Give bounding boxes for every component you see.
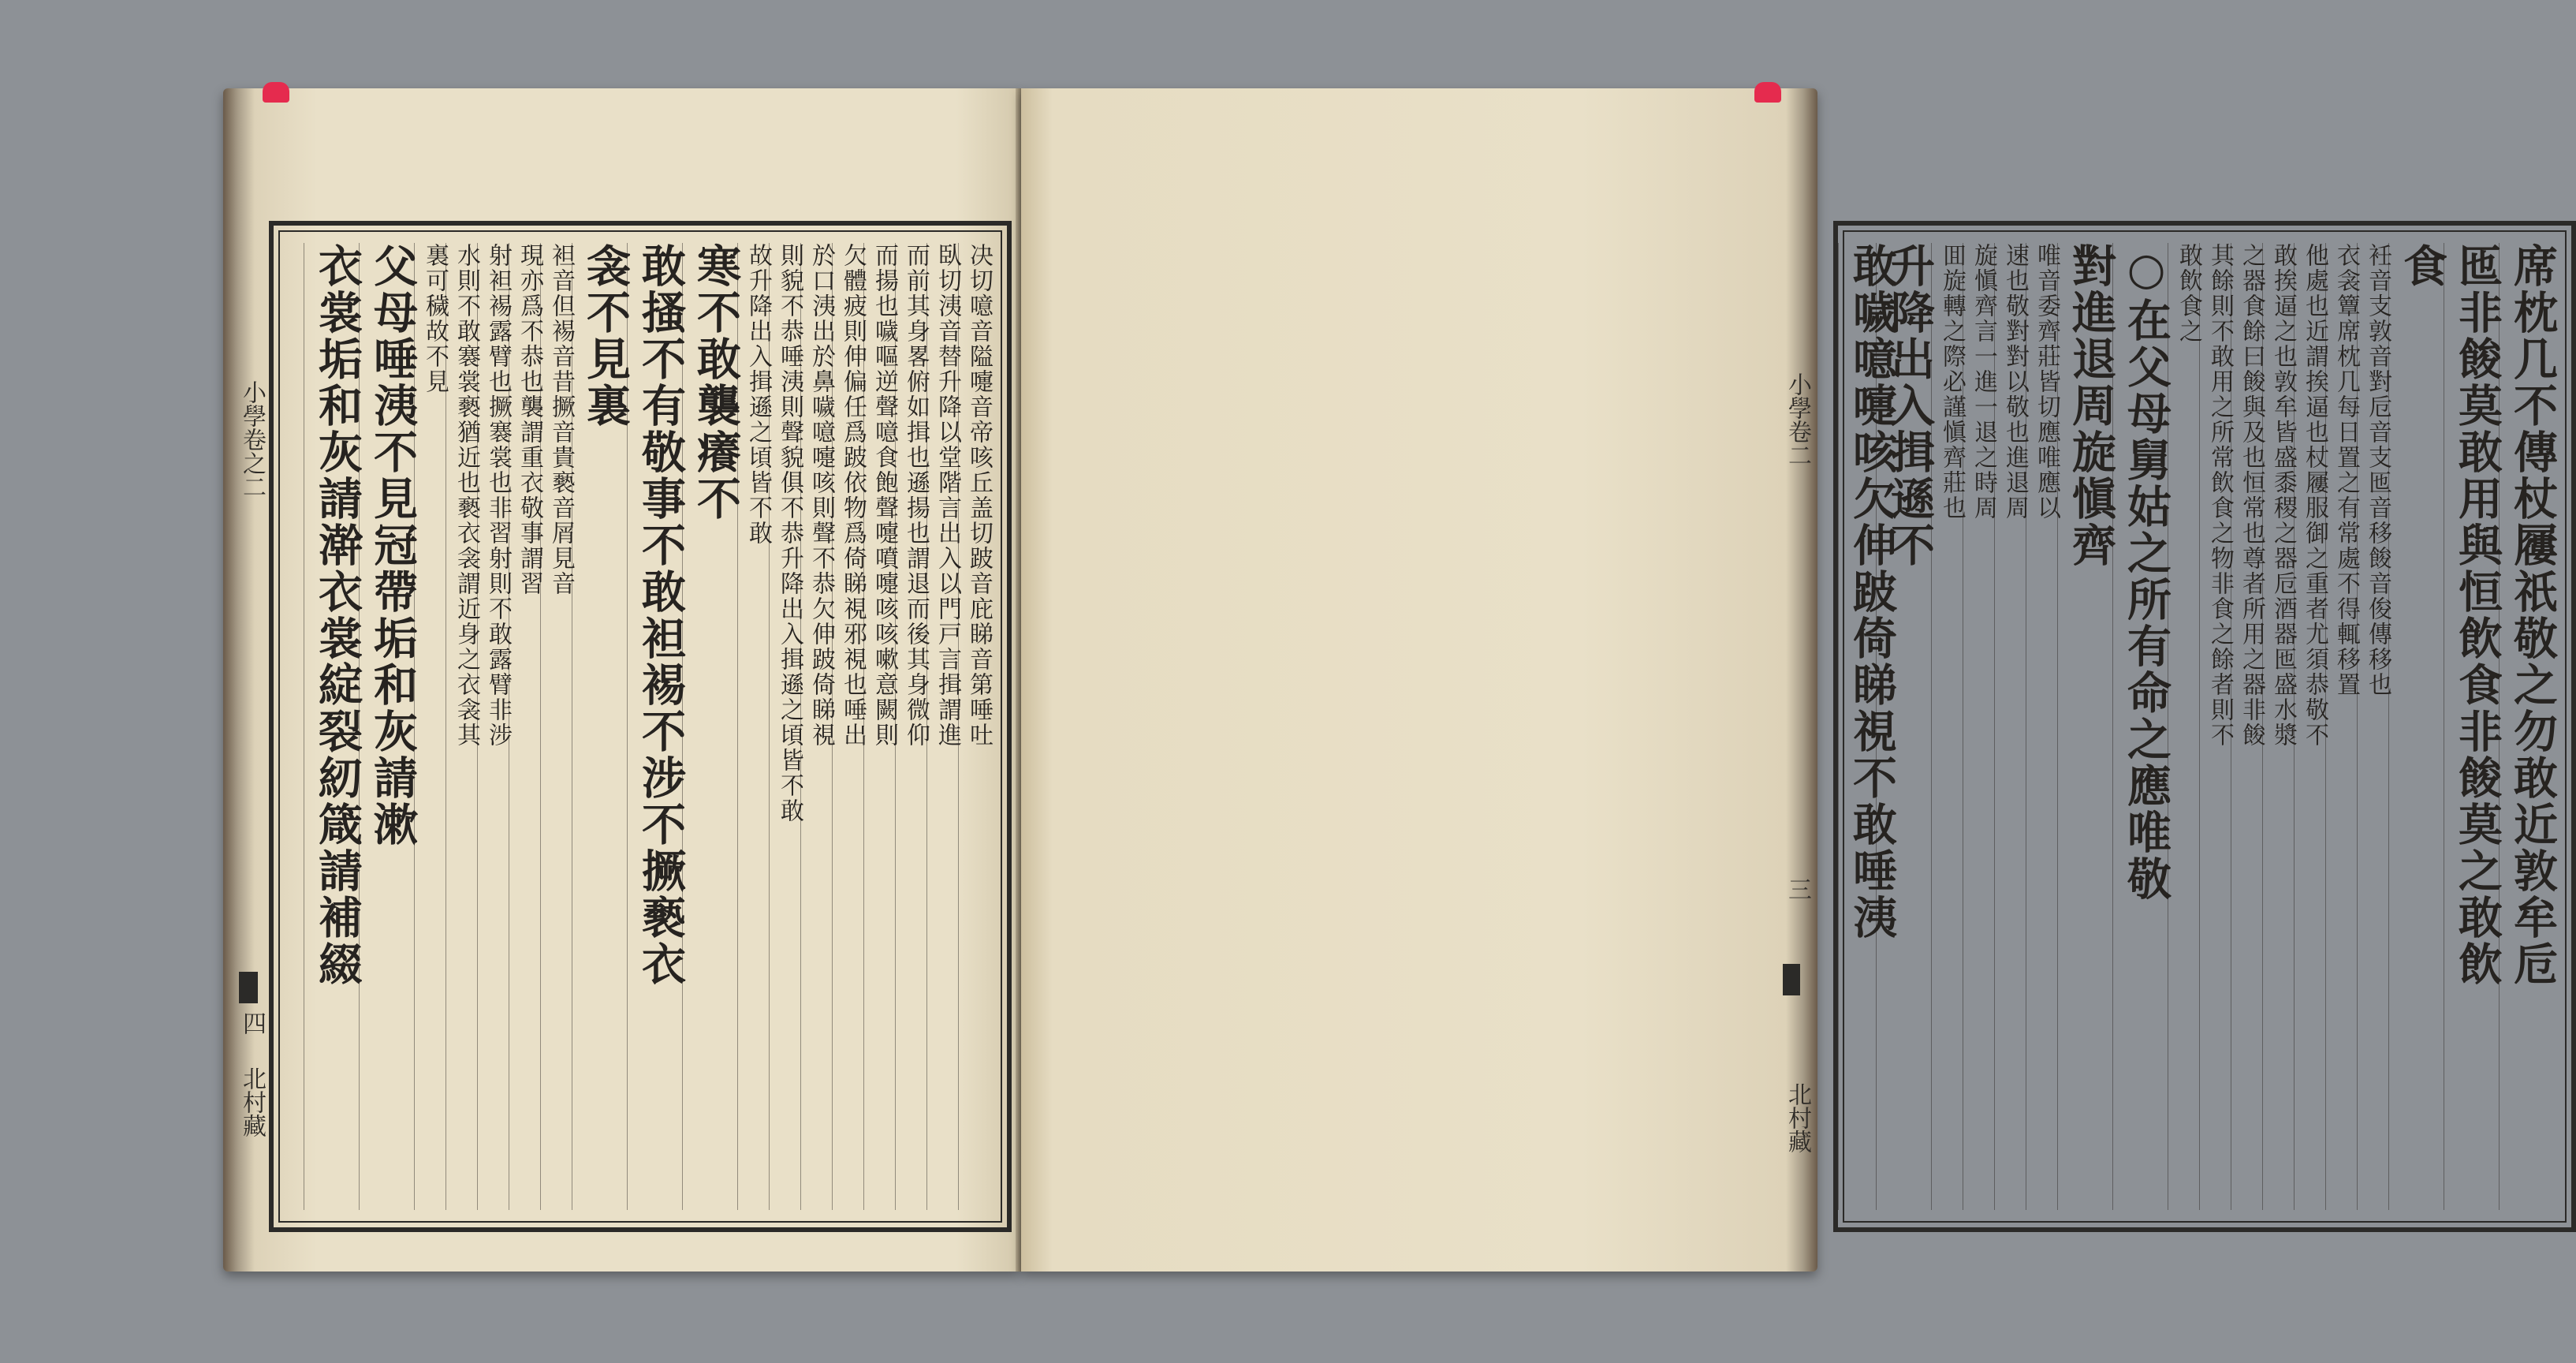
left-page [223, 88, 1020, 1272]
right_page-commentary-column: 其餘則不敢用之所常飲食之物非食之餘者則不 [2199, 243, 2231, 1210]
left_page-commentary-column: 於口洟出於鼻噦噫嚏咳則聲不恭欠伸跛倚睇視 [800, 243, 833, 1210]
left-margin-publisher: 北村藏 [238, 1066, 266, 1137]
red-bookmark-tab [263, 82, 289, 103]
right_page-commentary-column: 衣衾簟席枕几每日置之有常處不得輒移置 [2325, 243, 2358, 1210]
right_page-commentary-column: 唯音委齊莊皆切應唯應以 [2026, 243, 2058, 1210]
left-margin-title: 小學卷之二 [238, 380, 266, 499]
right_page-main-text-column: 席枕几不傳杖屨祇敬之勿敢近敦牟卮 [2499, 243, 2555, 1210]
fishtail-mark [1783, 964, 1800, 995]
left_page-commentary-column: 臥切洟音替升降以堂階言出入以門戸言揖謂進 [926, 243, 959, 1210]
fishtail-mark [239, 972, 258, 1003]
left_page-main-text-column: 敢搔不有敬事不敢袒裼不涉不撅褻衣 [627, 243, 683, 1210]
right_page-main-text-column: 匜非餕莫敢用與恒飲食非餕莫之敢飲 [2444, 243, 2500, 1210]
right_page-commentary-column: 衽音支敦音對卮音支匜音移餕音俊傳移也 [2357, 243, 2389, 1210]
left_page-commentary-column: 故升降出入揖遜之頃皆不敢 [737, 243, 770, 1210]
right-page [1021, 88, 2559, 1272]
left_page-commentary-column: 現亦爲不恭也襲謂重衣敬事謂習 [509, 243, 541, 1210]
left_page-commentary-column: 則貌不恭唾洟則聲貌俱不恭升降出入揖遜之頃皆不敢 [769, 243, 801, 1210]
right_page-main-text-column: 食 [2388, 243, 2444, 1210]
left_page-commentary-column: 而前其身畧俯如揖也遜揚也謂退而後其身微仰 [895, 243, 927, 1210]
left_page-commentary-column: 射袒裼露臂也撅褰裳也非習射則不敢露臂非涉 [477, 243, 509, 1210]
left_page-commentary-column: 欠體疲則伸偏任爲跛依物爲倚睇視邪視也唾出 [832, 243, 864, 1210]
right-margin-folio: 三 [1784, 877, 1811, 901]
right_page-commentary-column: 敢飲食之 [2168, 243, 2200, 1210]
left_page-main-text-column: 父母唾洟不見冠帶垢和灰請漱 [359, 243, 415, 1210]
left-margin-folio: 四 [238, 1011, 266, 1035]
left_page-commentary-column: 而揚也噦嘔逆聲噫食飽聲嚏噴嚏咳咳嗽意闕則 [863, 243, 896, 1210]
right_page-commentary-column: 敢挨逼之也敦牟皆盛黍稷之器卮酒器匜盛水漿 [2262, 243, 2295, 1210]
right-margin-title: 小學卷二 [1784, 372, 1811, 467]
red-bookmark-tab [1754, 82, 1781, 103]
right_page-main-text-column: 敢噦噫嚏咳欠伸跛倚睇視不敢唾洟 [1838, 243, 1894, 1210]
right_page-commentary-column: 旋愼齊言一進一退之時周 [1963, 243, 1995, 1210]
left_page-main-text-column: 衣裳垢和灰請澣衣裳綻裂紉箴請補綴 [304, 243, 360, 1210]
right_page-commentary-column: 速也敬對對以敬也進退周 [1994, 243, 2026, 1210]
left_page-commentary-column: 裏可穢故不見 [414, 243, 446, 1210]
left_page-main-text-column: 寒不敢襲癢不 [682, 243, 738, 1210]
right_page-main-text-column: 升降出入揖遜不 [1876, 243, 1932, 1210]
left_page-commentary-column: 袒音但裼音昔撅音貴褻音屑見音 [540, 243, 572, 1210]
left_page-commentary-column: 水則不敢褰裳褻猶近也褻衣衾謂近身之衣衾其 [445, 243, 478, 1210]
right_page-main-text-column: ○在父母舅姑之所有命之應唯敬 [2112, 243, 2168, 1210]
right-margin-publisher: 北村藏 [1784, 1082, 1811, 1153]
right_page-commentary-column: 他處也近謂挨逼也杖屨服御之重者尤須恭敬不 [2294, 243, 2326, 1210]
left_page-main-text-column: 衾不見裏 [572, 243, 628, 1210]
right_page-commentary-column: 囬旋轉之際必謹愼齊莊也 [1931, 243, 1963, 1210]
right_page-main-text-column: 對進退周旋愼齊 [2057, 243, 2113, 1210]
left-text-frame [269, 221, 1012, 1232]
right-text-frame [1833, 221, 2576, 1232]
left_page-commentary-column: 决切噫音隘嚏音帝咳丘盖切跛音庇睇音第唾吐 [958, 243, 990, 1210]
open-book [223, 88, 2559, 1272]
right_page-commentary-column: 之器食餘曰餕與及也恒常也尊者所用之器非餕 [2231, 243, 2263, 1210]
